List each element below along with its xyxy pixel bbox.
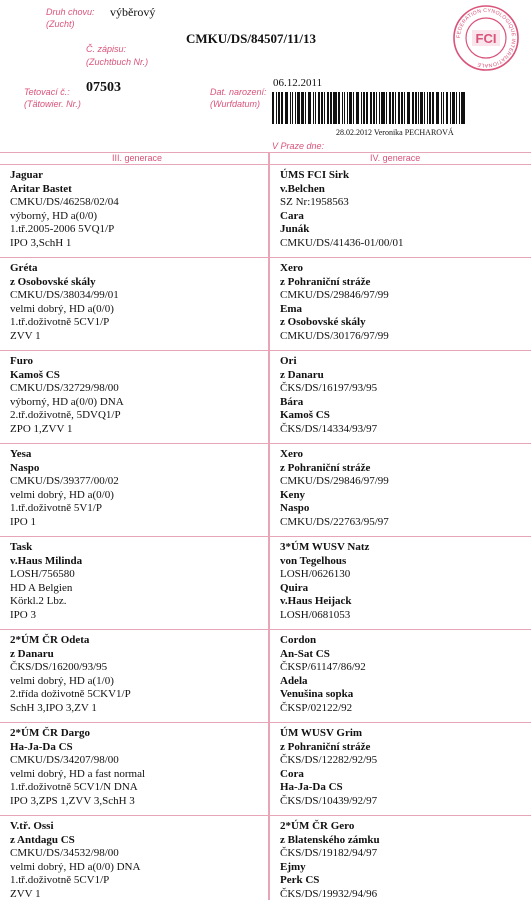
barcode-bar: [436, 92, 440, 124]
ancestor-line: výborný, HD a(0/0): [10, 209, 98, 222]
ancestor-line: Ha-Ja-Da CS: [280, 781, 343, 793]
ancestor-line: CMKU/DS/22763/95/97: [280, 515, 389, 528]
issue-place-label: V Praze dne:: [272, 141, 325, 151]
barcode-bar: [285, 92, 289, 124]
ancestor-line: velmi dobrý, HD a(1/0): [10, 674, 114, 687]
ancestor-line: Cara: [280, 209, 304, 222]
barcode-bar: [398, 92, 400, 124]
pedigree-row: [0, 629, 531, 722]
ancestor-line: ÚMS FCI Sirk: [280, 169, 350, 181]
third-generation-ancestor: [0, 630, 268, 715]
ancestor-line: 2.tř.doživotně, 5DVQ1/P: [10, 409, 121, 421]
ancestor-line: ČKS/DS/14334/93/97: [280, 422, 378, 435]
ancestor-line: 1.tř.doživotně 5CV1/P: [10, 316, 110, 328]
barcode-bar: [308, 92, 312, 124]
ancestor-line: Ema: [280, 302, 302, 315]
ancestor-line: HD A Belgien: [10, 581, 73, 594]
ancestor-line: An-Sat CS: [280, 647, 330, 660]
ancestor-line: CMKU/DS/34532/98/00: [10, 847, 119, 859]
barcode-bar: [349, 92, 351, 124]
ancestor-line: Kamoš CS: [10, 368, 60, 381]
barcode-bar: [456, 92, 457, 124]
ancestor-line: z Antdagu CS: [10, 833, 75, 846]
ancestor-line: CMKU/DS/41436-01/00/01: [280, 236, 404, 249]
ancestor-line: Venušina sopka: [280, 688, 354, 700]
tattoo-label-de: (Tätowier. Nr.): [24, 99, 81, 109]
ancestor-line: ČKS/DS/10439/92/97: [280, 794, 378, 807]
ancestor-line: IPO 3,ZPS 1,ZVV 3,SchH 3: [10, 794, 135, 807]
registration-value: CMKU/DS/84507/11/13: [186, 31, 317, 46]
ancestor-line: 1.tř.2005-2006 5VQ1/P: [10, 223, 115, 235]
ancestor-line: z Pohraniční stráže: [280, 275, 371, 288]
pedigree-row: [0, 443, 531, 536]
third-generation-ancestor: [0, 258, 268, 343]
third-generation-ancestor: [0, 537, 268, 622]
ancestor-line: z Pohraniční stráže: [280, 740, 371, 753]
barcode-bar: [292, 92, 293, 124]
ancestor-line: velmi dobrý, HD a(0/0) DNA: [10, 860, 141, 873]
barcode-bar: [415, 92, 416, 124]
ancestor-line: Adela: [280, 674, 308, 687]
breed-type-label: Druh chovu:: [46, 7, 95, 17]
registration-label-de: (Zuchtbuch Nr.): [86, 57, 149, 67]
stamp-text: 28.02.2012 Veronika PECHAROVÁ: [336, 128, 454, 137]
fourth-generation-ancestors: [270, 258, 531, 343]
breed-type-value: výběrový: [110, 5, 156, 19]
ancestor-line: Naspo: [280, 502, 310, 514]
ancestor-line: ČKS/DS/16200/93/95: [10, 661, 108, 673]
barcode-bar: [418, 92, 419, 124]
barcode-bar: [395, 92, 396, 124]
third-generation-label: III. generace: [112, 153, 163, 163]
ancestor-line: 2*ÚM ČR Odeta: [10, 634, 90, 646]
ancestor-line: LOSH/756580: [10, 568, 75, 580]
ancestor-line: Naspo: [10, 461, 40, 474]
ancestor-line: CMKU/DS/34207/98/00: [10, 754, 119, 766]
ancestor-line: CMKU/DS/46258/02/04: [10, 196, 119, 208]
ancestor-line: 2*ÚM ČR Dargo: [10, 727, 91, 739]
ancestor-line: 1.tř.doživotně 5CV1/P: [10, 874, 110, 886]
ancestor-line: Ha-Ja-Da CS: [10, 740, 73, 753]
barcode-bar: [452, 92, 454, 124]
ancestor-line: velmi dobrý, HD a(0/0): [10, 302, 114, 315]
barcode-bar: [318, 92, 320, 124]
barcode-bar: [290, 92, 291, 124]
barcode-bar: [344, 92, 345, 124]
ancestor-line: Junák: [280, 223, 310, 235]
fourth-generation-ancestors: [270, 630, 531, 715]
ancestor-line: Körkl.2 Lbz.: [10, 595, 67, 607]
fci-logo-text: FCI: [475, 31, 497, 46]
ancestor-line: von Tegelhous: [280, 554, 347, 567]
ancestor-line: ČKS/DS/19932/94/96: [280, 887, 378, 900]
ancestor-line: z Pohraniční stráže: [280, 461, 371, 474]
barcode-bar: [401, 92, 402, 124]
ancestor-line: Bára: [280, 395, 304, 408]
ancestor-line: V.tř. Ossi: [10, 820, 54, 832]
barcode-bar: [443, 92, 444, 124]
ancestor-line: CMKU/DS/29846/97/99: [280, 475, 389, 487]
registration-label: Č. zápisu:: [86, 44, 127, 54]
birth-date-value: 06.12.2011: [273, 77, 323, 89]
fourth-generation-ancestors: [270, 537, 531, 622]
ancestor-line: v.Haus Heijack: [280, 595, 352, 607]
ancestor-line: ČKSP/02122/92: [280, 701, 353, 714]
ancestor-line: Cordon: [280, 634, 317, 646]
barcode-bar: [420, 92, 422, 124]
ancestor-line: v.Belchen: [280, 182, 325, 195]
ancestor-line: Gréta: [10, 262, 38, 274]
barcode-bar: [432, 92, 434, 124]
barcode-bar: [321, 92, 322, 124]
barcode-bar: [347, 92, 348, 124]
fci-logo-ring-text: FEDERATION CYNOLOGIQUE INTERNATIONALE: [455, 7, 517, 69]
barcode-bar: [324, 92, 325, 124]
barcode-bar: [373, 92, 374, 124]
ancestor-line: ZVV 1: [10, 887, 41, 900]
ancestor-line: Jaguar: [10, 169, 43, 181]
ancestor-line: ČKS/DS/12282/92/95: [280, 754, 378, 766]
ancestor-line: z Danaru: [280, 368, 324, 381]
ancestor-line: Perk CS: [280, 874, 320, 886]
ancestor-line: 3*ÚM WUSV Natz: [280, 541, 370, 553]
ancestor-line: z Osobovské skály: [280, 316, 366, 328]
ancestor-line: Ejmy: [280, 860, 306, 873]
ancestor-line: velmi dobrý, HD a(0/0): [10, 488, 114, 501]
third-generation-ancestor: [0, 351, 268, 436]
barcode-bar: [424, 92, 425, 124]
barcode-bar: [338, 92, 340, 124]
ancestor-line: z Blatenského zámku: [280, 833, 380, 846]
pedigree-row: [0, 257, 531, 350]
barcode-bar: [446, 92, 448, 124]
ancestor-line: 1.tř.doživotně 5V1/P: [10, 502, 102, 514]
ancestor-line: ZVV 1: [10, 329, 41, 342]
ancestor-line: IPO 3,SchH 1: [10, 236, 72, 249]
barcode-bar: [381, 92, 385, 124]
barcode-bar: [313, 92, 314, 124]
fourth-generation-ancestors: [270, 165, 531, 250]
fci-logo: [452, 4, 520, 72]
fourth-generation-ancestors: [270, 351, 531, 436]
ancestor-line: Yesa: [10, 448, 32, 460]
barcode-bar: [370, 92, 372, 124]
barcode-bar: [461, 92, 465, 124]
ancestor-line: LOSH/0681053: [280, 608, 351, 621]
fourth-generation-ancestors: [270, 444, 531, 529]
ancestor-line: SchH 3,IPO 3,ZV 1: [10, 701, 97, 714]
ancestor-line: CMKU/DS/39377/00/02: [10, 475, 119, 487]
ancestor-line: CMKU/DS/32729/98/00: [10, 382, 119, 394]
barcode-bar: [297, 92, 299, 124]
barcode-bar: [427, 92, 428, 124]
barcode-bar: [327, 92, 329, 124]
barcode: [272, 92, 467, 124]
ancestor-line: z Osobovské skály: [10, 275, 96, 288]
birth-date-label: Dat. narození:: [210, 87, 267, 97]
pedigree-row: [0, 815, 531, 908]
barcode-bar: [276, 92, 277, 124]
barcode-bar: [363, 92, 364, 124]
birth-date-label-de: (Wurfdatum): [210, 99, 261, 109]
breed-type-label-de: (Zucht): [46, 19, 75, 29]
pedigree-row: [0, 164, 531, 257]
barcode-bar: [278, 92, 279, 124]
barcode-bar: [459, 92, 460, 124]
fourth-generation-label: IV. generace: [370, 153, 421, 163]
ancestor-line: CMKU/DS/29846/97/99: [280, 289, 389, 301]
barcode-bar: [281, 92, 283, 124]
barcode-bar: [305, 92, 306, 124]
ancestor-line: v.Haus Milinda: [10, 554, 83, 567]
third-generation-ancestor: [0, 723, 268, 808]
barcode-bar: [330, 92, 331, 124]
barcode-bar: [412, 92, 414, 124]
ancestor-line: Furo: [10, 355, 34, 367]
ancestor-line: Xero: [280, 448, 304, 460]
third-generation-ancestor: [0, 816, 268, 901]
barcode-bar: [404, 92, 405, 124]
ancestor-line: Xero: [280, 262, 304, 274]
ancestor-line: Keny: [280, 488, 306, 501]
tattoo-value: 07503: [86, 80, 121, 95]
ancestor-line: IPO 1: [10, 515, 36, 528]
barcode-bar: [361, 92, 362, 124]
ancestor-line: Cora: [280, 767, 304, 780]
ancestor-line: Kamoš CS: [280, 409, 330, 421]
pedigree-row: [0, 350, 531, 443]
barcode-bar: [301, 92, 303, 124]
ancestor-line: SZ Nr:1958563: [280, 196, 349, 208]
barcode-bar: [407, 92, 411, 124]
barcode-bar: [441, 92, 442, 124]
ancestor-line: ÚM WUSV Grim: [280, 727, 363, 739]
ancestor-line: 2*ÚM ČR Gero: [280, 820, 355, 832]
ancestor-line: velmi dobrý, HD a fast normal: [10, 767, 146, 780]
barcode-bar: [379, 92, 380, 124]
fourth-generation-ancestors: [270, 723, 531, 808]
third-generation-ancestor: [0, 444, 268, 529]
barcode-bar: [389, 92, 391, 124]
ancestor-line: CMKU/DS/30176/97/99: [280, 329, 389, 342]
ancestor-line: Quira: [280, 581, 309, 594]
ancestor-line: CMKU/DS/38034/99/01: [10, 289, 119, 301]
tattoo-label: Tetovací č.:: [24, 87, 70, 97]
ancestor-line: IPO 3: [10, 608, 36, 621]
ancestor-line: 2.třída doživotně 5CKV1/P: [10, 688, 131, 700]
ancestor-line: ZPO 1,ZVV 1: [10, 422, 73, 435]
barcode-bar: [392, 92, 393, 124]
barcode-bar: [272, 92, 274, 124]
barcode-bar: [376, 92, 377, 124]
barcode-bar: [342, 92, 343, 124]
ancestor-line: Ori: [280, 355, 297, 367]
ancestor-line: ČKSP/61147/86/92: [280, 661, 366, 673]
pedigree-row: [0, 722, 531, 815]
barcode-bar: [333, 92, 337, 124]
barcode-bar: [295, 92, 296, 124]
pedigree-header: [0, 0, 531, 150]
ancestor-line: z Danaru: [10, 647, 54, 660]
ancestor-line: ČKS/DS/16197/93/95: [280, 382, 378, 394]
fourth-generation-ancestors: [270, 816, 531, 901]
ancestor-line: ČKS/DS/19182/94/97: [280, 847, 378, 859]
ancestor-line: LOSH/0626130: [280, 568, 351, 580]
ancestor-line: Aritar Bastet: [10, 182, 72, 195]
barcode-bar: [366, 92, 368, 124]
pedigree-grid: [0, 164, 531, 908]
barcode-bar: [429, 92, 430, 124]
barcode-bar: [356, 92, 360, 124]
third-generation-ancestor: [0, 165, 268, 250]
ancestor-line: Task: [10, 541, 33, 553]
ancestor-line: výborný, HD a(0/0) DNA: [10, 395, 124, 408]
pedigree-row: [0, 536, 531, 629]
barcode-bar: [450, 92, 451, 124]
barcode-bar: [315, 92, 316, 124]
ancestor-line: 1.tř.doživotně 5CV1/N DNA: [10, 781, 138, 793]
barcode-bar: [353, 92, 354, 124]
barcode-bar: [386, 92, 387, 124]
